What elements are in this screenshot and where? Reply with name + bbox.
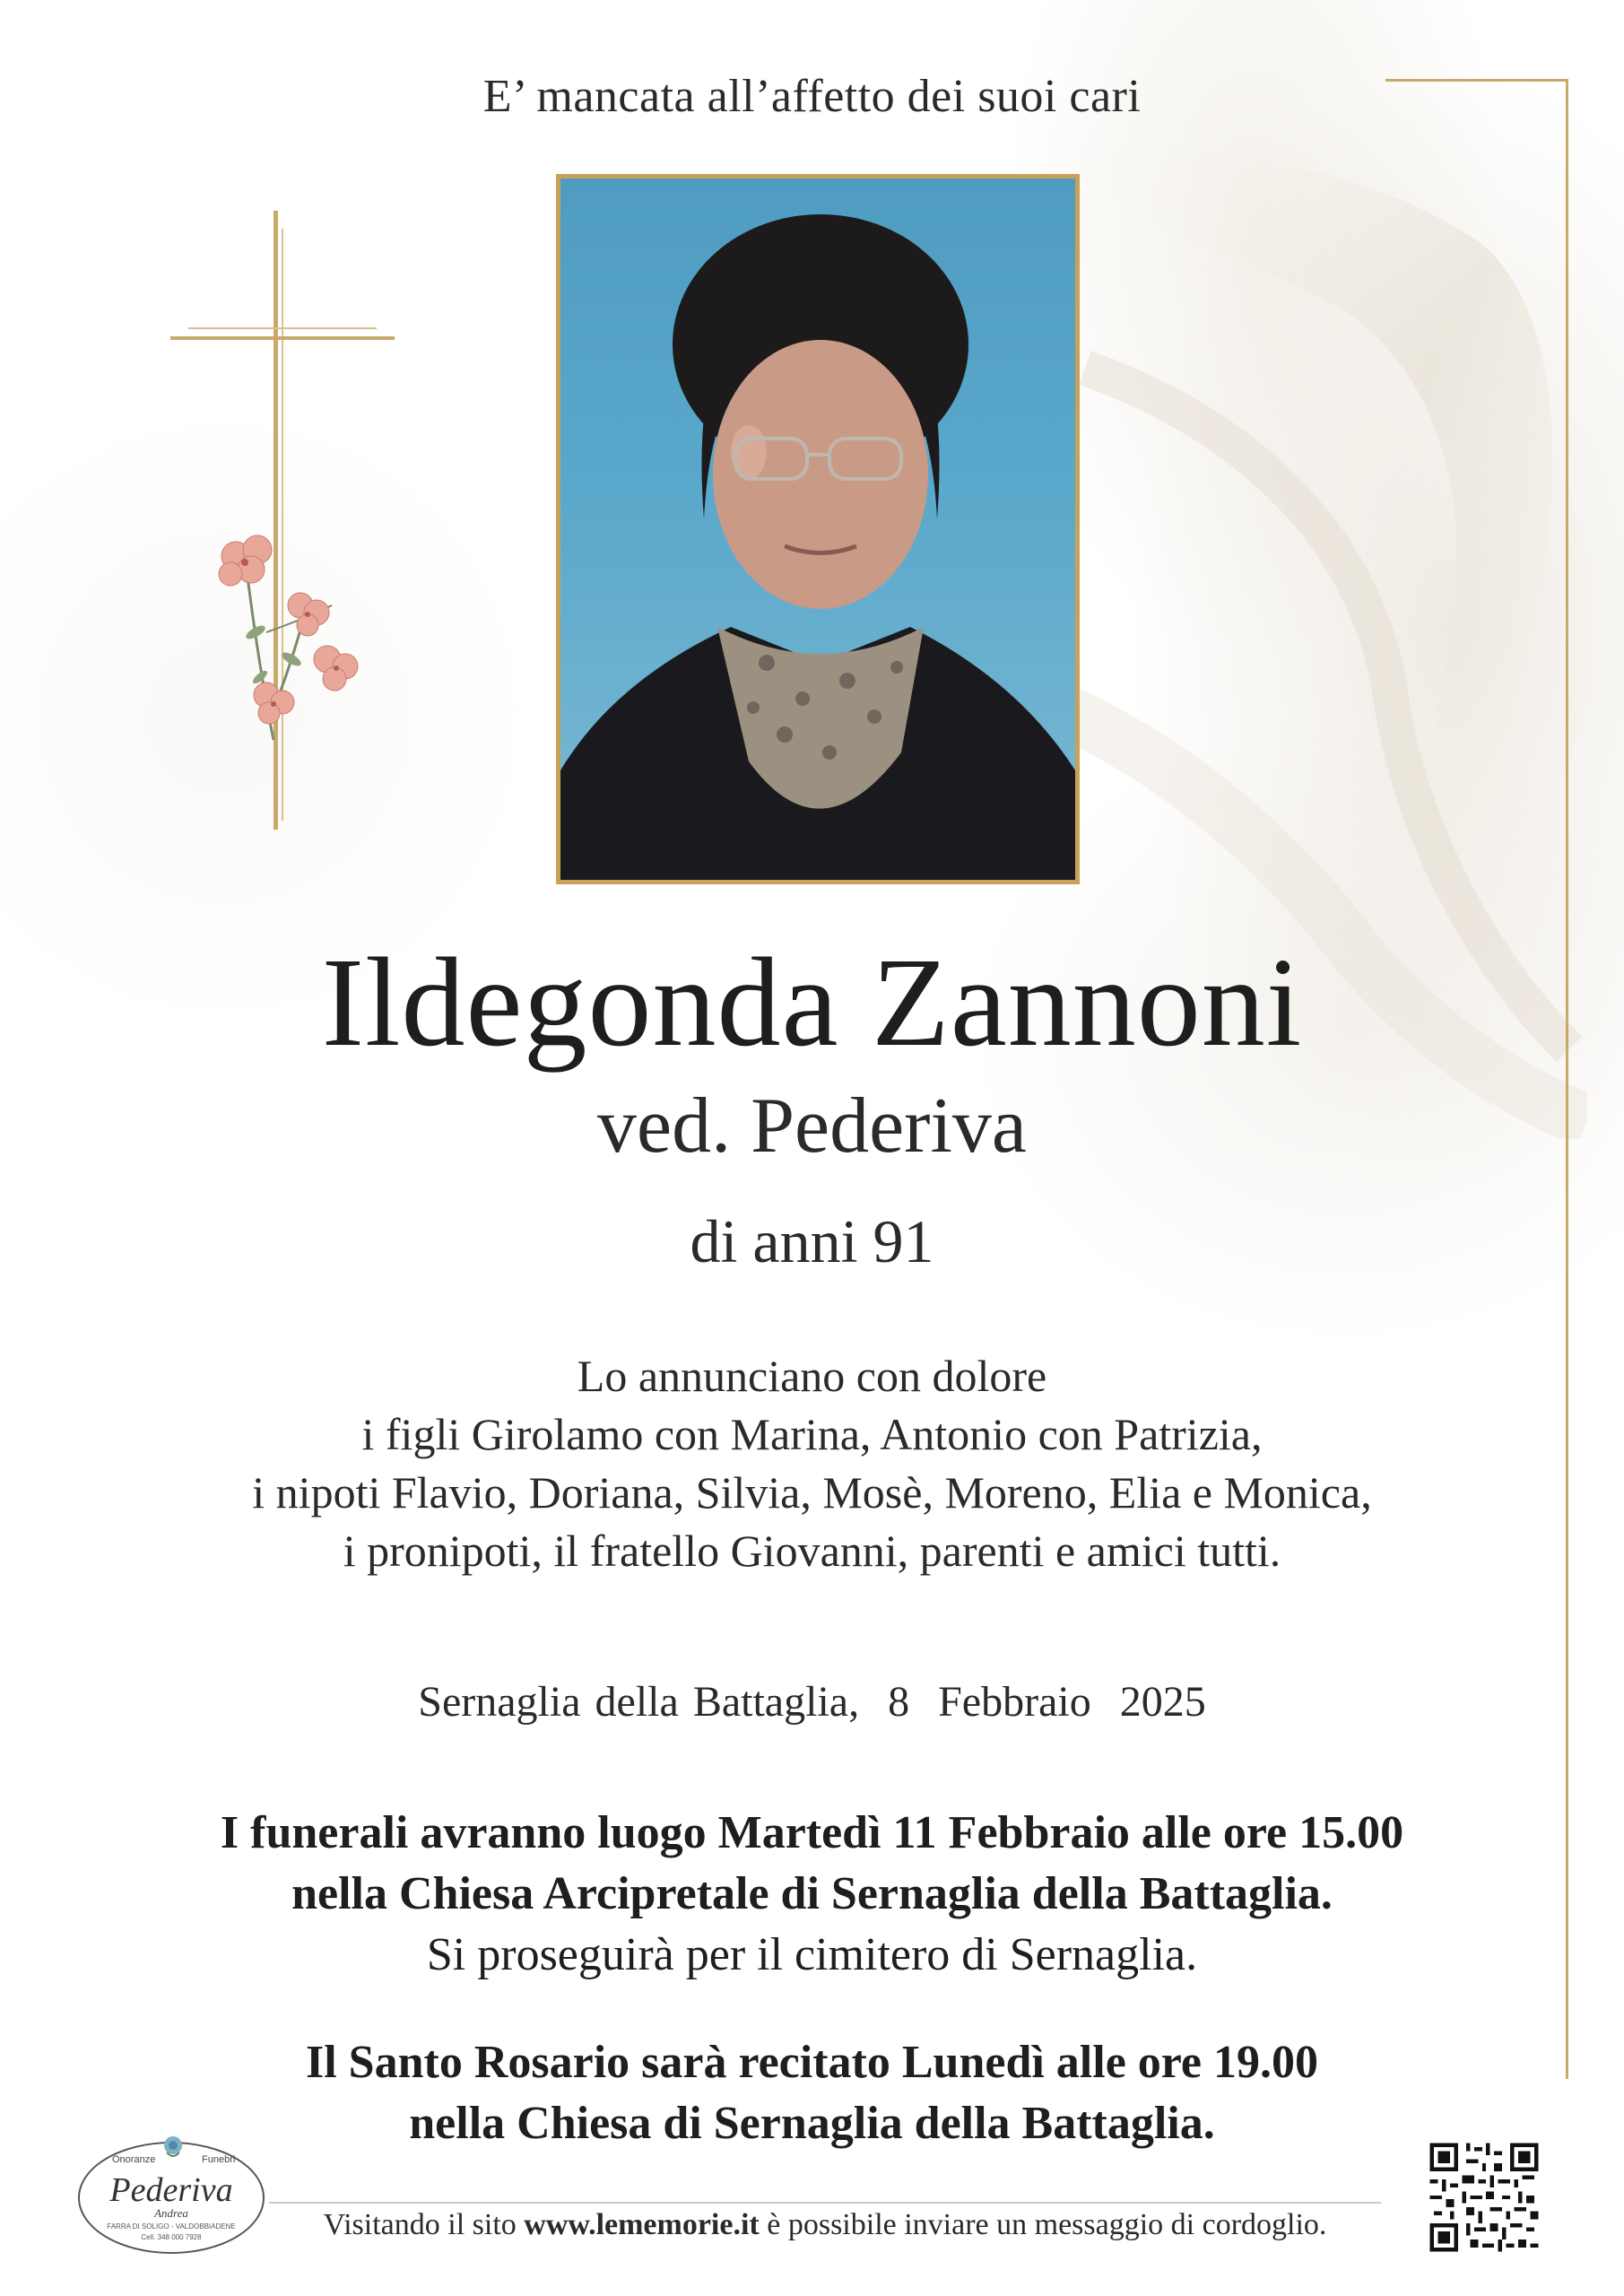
announcement-line: i nipoti Flavio, Doriana, Silvia, Mosè, Moreno, Elia e Monica, [252,1467,1372,1518]
deceased-widow-of: ved. Pederiva [597,1083,1027,1170]
logo-onoranze: Onoranze [112,2154,156,2165]
rose-icon [160,2135,187,2160]
portrait-photo [556,174,1080,884]
logo-phone: Cell. 348 000 7928 [141,2233,202,2241]
cross-icon [166,211,399,839]
logo-name: Pederiva [109,2171,233,2209]
footer-text [269,2208,1381,2242]
announcement-line: i pronipoti, il fratello Giovanni, parenti e amici tutti. [343,1526,1281,1576]
funeral-home-logo [76,2135,269,2260]
logo-address: FARRA DI SOLIGO - VALDOBBIADENE [107,2222,236,2231]
footer-suffix: è possibile inviare un messaggio di cordoglio. [759,2208,1327,2241]
footer-divider [269,2202,1381,2204]
flower-icon [219,535,358,740]
place-and-date: Sernaglia della Battaglia, 8 Febbraio 2025 [418,1678,1206,1726]
footer-prefix: Visitando il sito [323,2208,525,2241]
logo-sub: Andrea [154,2206,188,2220]
announcement-line: Lo annunciano con dolore [577,1351,1047,1401]
rosary-line: Il Santo Rosario sarà recitato Lunedì alle ore 19.00 [305,2037,1319,2088]
funeral-info [0,1803,1624,1986]
announcement-line: i figli Girolamo con Marina, Antonio con Patrizia, [361,1409,1263,1459]
qr-code-icon[interactable] [1426,2139,1542,2256]
intro-text: E’ mancata all’affetto dei suoi cari [482,71,1142,122]
funeral-line: I funerali avranno luogo Martedì 11 Febbraio alle ore 15.00 [220,1807,1404,1858]
funeral-line: Si proseguirà per il cimitero di Sernaglia. [426,1929,1198,1980]
deceased-age: di anni 91 [690,1207,934,1275]
funeral-line: nella Chiesa Arcipretale di Sernaglia della Battaglia. [291,1868,1333,1919]
logo-funebri: Funebri [202,2154,236,2165]
rosary-line: nella Chiesa di Sernaglia della Battaglia. [409,2098,1215,2149]
footer-site-link[interactable]: www.lememorie.it [524,2208,760,2241]
gold-frame-right [1566,79,1568,2079]
deceased-name: Ildegonda Zannoni [321,931,1303,1073]
announcement [0,1347,1624,1580]
